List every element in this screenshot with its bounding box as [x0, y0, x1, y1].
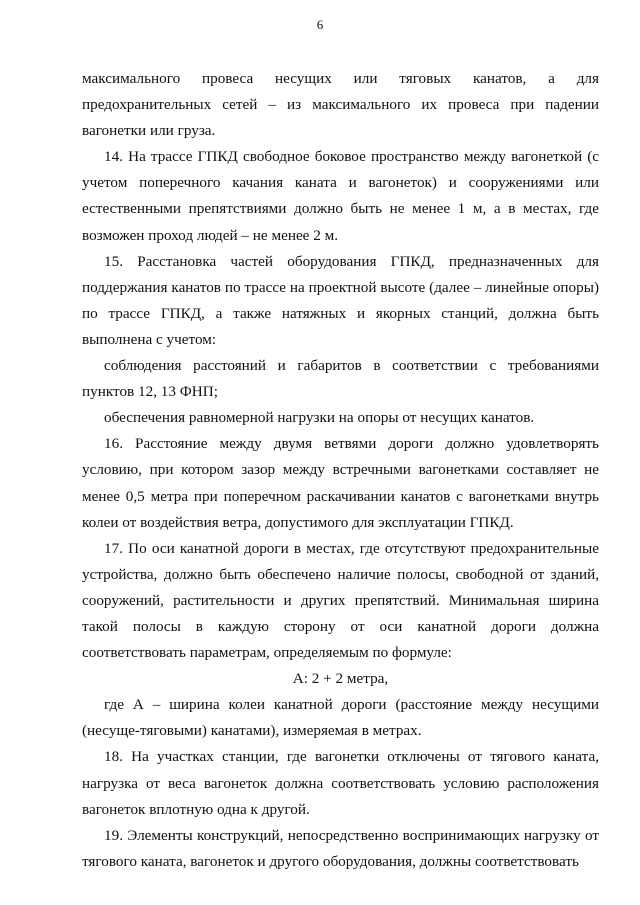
document-body: [82, 66, 599, 875]
paragraph-item-14: 14. На трассе ГПКД свободное боковое пространство между вагонеткой (с учетом поперечного качания каната и вагонеток) и сооружениями или естественными препятствиями должно быть не менее 1 м, а в местах, где возможен проход людей – не менее 2 м.: [82, 148, 599, 244]
page-number: 6: [316, 17, 324, 32]
paragraph-item-17: 17. По оси канатной дороги в местах, где отсутствуют предохранительные устройства, должно быть обеспечено наличие полосы, свободной от зданий, сооружений, растительности и других препятствий. Минимальная ширина такой полосы в каждую сторону от оси канатной дороги должна соответствовать параметрам, определяемым по формуле:: [82, 539, 599, 662]
formula: А: 2 + 2 метра,: [292, 670, 389, 688]
paragraph-item-16: 16. Расстояние между двумя ветвями дороги должно удовлетворять условию, при котором зазор между встречными вагонетками составляет не менее 0,5 метра при поперечном раскачивании канатов с вагонетками внутрь колеи от воздействия ветра, допустимого для эксплуатации ГПКД.: [82, 435, 599, 531]
formula-explanation: где А – ширина колеи канатной дороги (расстояние между несущими (несуще-тяговыми) канатами), измеряемая в метрах.: [82, 696, 599, 740]
paragraph-item-15: 15. Расстановка частей оборудования ГПКД, предназначенных для поддержания канатов по трассе на проектной высоте (далее – линейные опоры) по трассе ГПКД, а также натяжных и якорных станций, должна быть выполнена с учетом:: [82, 252, 599, 348]
paragraph-item-18: 18. На участках станции, где вагонетки отключены от тягового каната, нагрузка от веса вагонеток должна соответствовать условию расположения вагонеток вплотную одна к другой.: [82, 748, 599, 818]
paragraph-continuation: максимального провеса несущих или тяговых канатов, а для предохранительных сетей – из максимального их провеса при падении вагонетки или груза.: [82, 70, 599, 140]
paragraph-condition-load: обеспечения равномерной нагрузки на опоры от несущих канатов.: [104, 409, 535, 427]
paragraph-item-19: 19. Элементы конструкций, непосредственно воспринимающих нагрузку от тягового каната, вагонеток и другого оборудования, должны соответствовать: [82, 826, 599, 870]
paragraph-condition-distances: соблюдения расстояний и габаритов в соответствии с требованиями пунктов 12, 13 ФНП;: [82, 357, 599, 401]
